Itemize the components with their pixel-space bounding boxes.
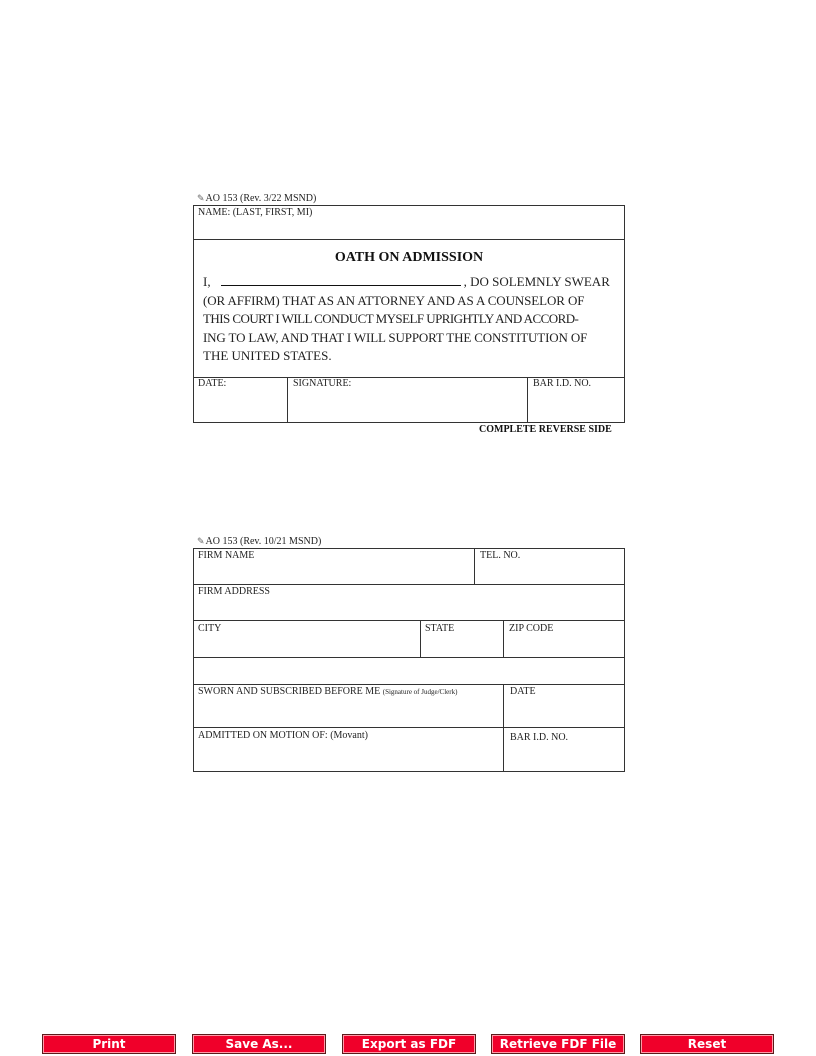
movant-field[interactable]	[196, 743, 501, 769]
form-id-text: AO 153 (Rev. 10/21 MSND)	[205, 536, 322, 547]
state-field[interactable]	[424, 635, 501, 655]
oath-text	[203, 273, 623, 366]
movant-bar-id-field[interactable]	[507, 745, 622, 769]
zip-field[interactable]	[507, 635, 622, 655]
zip-label: ZIP CODE	[509, 623, 554, 634]
firm-name-field[interactable]	[196, 562, 472, 582]
oath-title: OATH ON ADMISSION	[334, 250, 484, 265]
judge-signature-field[interactable]	[196, 698, 501, 725]
state-label: STATE	[425, 623, 455, 634]
firm-address-label: FIRM ADDRESS	[198, 586, 270, 597]
reverse-side-note: COMPLETE REVERSE SIDE	[479, 424, 612, 435]
bar-id-field[interactable]	[531, 391, 622, 420]
pencil-icon: ✎	[197, 536, 205, 546]
signature-field[interactable]	[291, 391, 525, 420]
divider	[193, 657, 625, 658]
date-label-back: DATE	[510, 686, 536, 697]
divider	[287, 377, 288, 423]
oath-line-2: (OR AFFIRM) THAT AS AN ATTORNEY AND AS A COUNSELOR OF	[203, 292, 585, 308]
date-field[interactable]	[196, 391, 285, 420]
divider	[193, 727, 625, 728]
form-id-front	[197, 193, 316, 204]
date-label: DATE:	[198, 378, 227, 389]
reset-button[interactable]: Reset	[640, 1034, 774, 1054]
form-id-back	[197, 536, 321, 547]
oath-name-blank[interactable]	[221, 273, 461, 286]
divider	[193, 584, 625, 585]
bar-id-label: BAR I.D. NO.	[533, 378, 592, 389]
name-field[interactable]	[196, 219, 622, 238]
firm-name-label: FIRM NAME	[198, 550, 255, 561]
bar-id-label-back: BAR I.D. NO.	[510, 732, 569, 743]
divider	[474, 548, 475, 584]
oath-line-4: ING TO LAW, AND THAT I WILL SUPPORT THE CONSTITUTION OF	[203, 329, 588, 345]
sworn-sub-label: (Signature of Judge/Clerk)	[382, 688, 458, 696]
pencil-icon: ✎	[197, 193, 205, 203]
oath-section	[193, 240, 625, 377]
divider	[503, 620, 504, 657]
oath-line-1: I, , DO SOLEMNLY SWEAR	[203, 274, 610, 289]
city-field[interactable]	[196, 635, 418, 655]
retrieve-fdf-button[interactable]: Retrieve FDF File	[491, 1034, 625, 1054]
sworn-date-field[interactable]	[507, 698, 622, 725]
name-label: NAME: (LAST, FIRST, MI)	[198, 207, 313, 218]
firm-address-field[interactable]	[196, 598, 622, 618]
divider	[193, 684, 625, 685]
oath-line-3: THIS COURT I WILL CONDUCT MYSELF UPRIGHTLY AND ACCORD-	[203, 311, 579, 327]
divider	[527, 377, 528, 423]
divider	[503, 684, 504, 772]
save-as-button[interactable]: Save As...	[192, 1034, 326, 1054]
signature-label: SIGNATURE:	[293, 378, 352, 389]
divider	[420, 620, 421, 657]
oath-line-5: THE UNITED STATES.	[203, 348, 332, 364]
sworn-label: SWORN AND SUBSCRIBED BEFORE ME (Signature of Judge/Clerk)	[198, 686, 458, 697]
tel-label: TEL. NO.	[480, 550, 521, 561]
print-button[interactable]: Print	[42, 1034, 176, 1054]
export-fdf-button[interactable]: Export as FDF	[342, 1034, 476, 1054]
address-line-field[interactable]	[196, 660, 622, 682]
tel-field[interactable]	[478, 562, 622, 582]
divider	[193, 620, 625, 621]
movant-label: ADMITTED ON MOTION OF: (Movant)	[198, 730, 368, 741]
form-id-text: AO 153 (Rev. 3/22 MSND)	[205, 193, 317, 204]
city-label: CITY	[198, 623, 222, 634]
